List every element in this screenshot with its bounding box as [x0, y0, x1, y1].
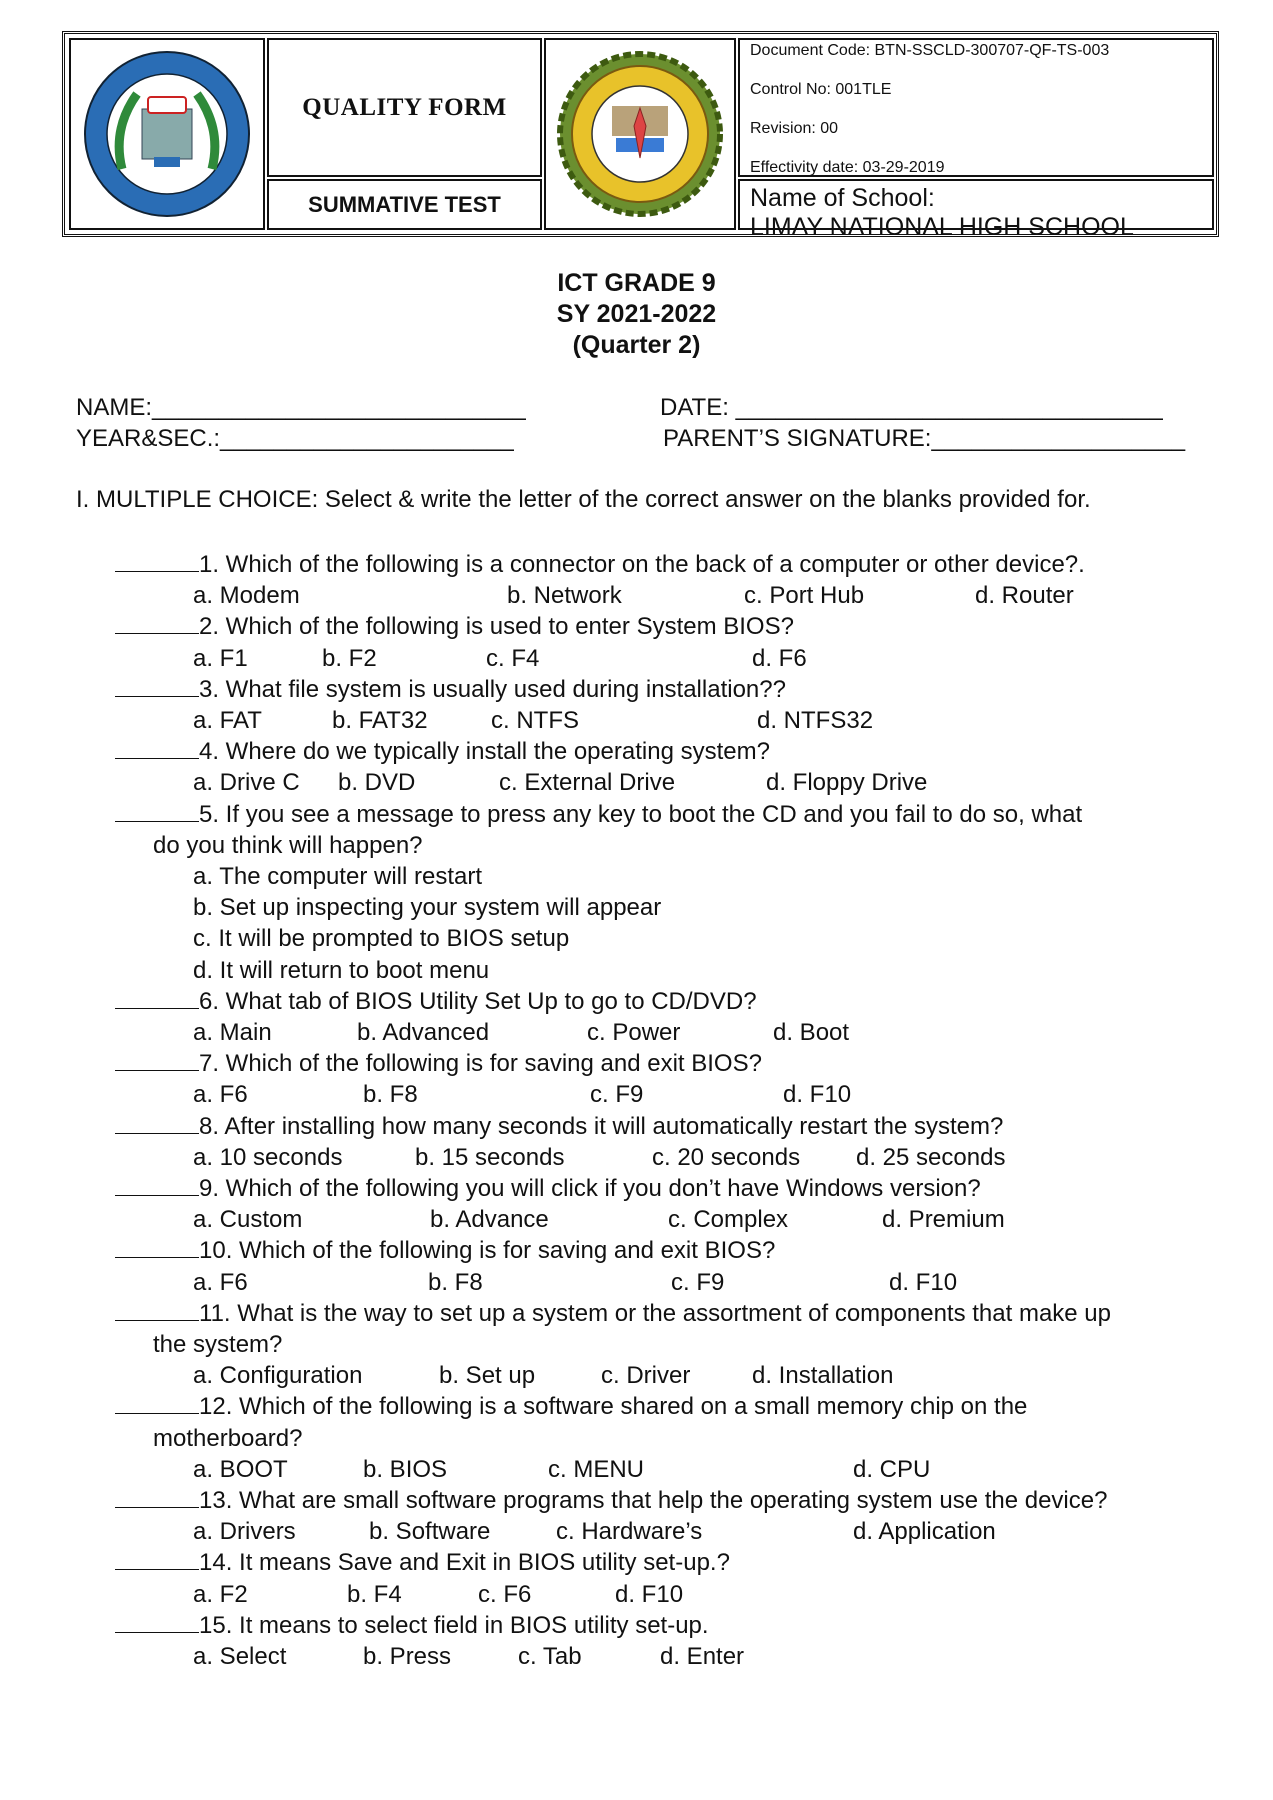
option-b: b. Advance: [430, 1206, 549, 1234]
question-13: [115, 1485, 1107, 1516]
question-6: [115, 986, 757, 1017]
option-d: d. NTFS32: [757, 707, 874, 734]
answer-blank[interactable]: [115, 1173, 199, 1196]
question-text: 14. It means Save and Exit in BIOS utility set-up.?: [199, 1549, 730, 1577]
option-a: a. Configuration: [193, 1362, 363, 1390]
question-10: [115, 1235, 775, 1266]
effectivity-date: Effectivity date: 03-29-2019: [750, 159, 945, 176]
answer-blank[interactable]: [115, 1391, 199, 1414]
option-b: b. Press: [363, 1643, 452, 1670]
test-title: [0, 268, 1273, 361]
answer-blank[interactable]: [115, 611, 199, 634]
option-c: c. Power: [587, 1019, 681, 1046]
option-d: d. F10: [615, 1580, 684, 1608]
answer-blank[interactable]: [115, 986, 199, 1009]
option-c: c. F9: [671, 1268, 725, 1296]
question-continuation: motherboard?: [153, 1424, 303, 1452]
parent-signature-field[interactable]: PARENT’S SIGNATURE:___________________: [663, 425, 1186, 452]
option-b: b. F8: [363, 1081, 418, 1109]
header-table: [62, 31, 1219, 241]
option-a: a. 10 seconds: [193, 1143, 343, 1171]
question-11: [115, 1298, 1111, 1329]
question-2: [115, 611, 794, 642]
question-text: 3. What file system is usually used during installation??: [199, 675, 786, 703]
option-a: a. F6: [193, 1081, 248, 1109]
question-text: 12. Which of the following is a software shared on a small memory chip on the: [199, 1393, 1028, 1421]
question-12: [115, 1391, 1027, 1422]
answer-blank[interactable]: [115, 549, 199, 572]
option-b: b. F2: [322, 644, 377, 672]
question-continuation: the system?: [153, 1331, 283, 1358]
option-a: a. FAT: [193, 707, 262, 734]
option-d: d. CPU: [853, 1455, 931, 1483]
answer-blank[interactable]: [115, 1048, 199, 1071]
option-c: c. F9: [590, 1081, 644, 1109]
option-c: c. MENU: [548, 1455, 644, 1483]
option-b: b. FAT32: [332, 707, 428, 734]
question-text: 1. Which of the following is a connector on the back of a computer or other device?.: [199, 551, 1085, 578]
option-c: c. Tab: [518, 1643, 582, 1670]
option-d: d. Application: [853, 1518, 996, 1546]
control-no: Control No: 001TLE: [750, 81, 892, 98]
option-d: d. 25 seconds: [856, 1143, 1006, 1171]
option-d: d. F10: [889, 1268, 958, 1296]
name-field[interactable]: NAME:____________________________: [76, 394, 526, 421]
question-3: [115, 674, 786, 705]
question-text: 2. Which of the following is used to enter System BIOS?: [199, 613, 794, 641]
question-15: [115, 1610, 709, 1641]
question-text: 6. What tab of BIOS Utility Set Up to go to CD/DVD?: [199, 987, 757, 1015]
option-a: a. The computer will restart: [193, 863, 482, 890]
deped-logo-cell: [69, 38, 265, 230]
option-b: b. DVD: [338, 769, 416, 797]
year-section-field[interactable]: YEAR&SEC.:______________________: [76, 425, 514, 452]
option-a: a. Main: [193, 1019, 272, 1046]
option-a: a. Modem: [193, 582, 300, 610]
option-b: b. BIOS: [363, 1455, 448, 1483]
option-b: b. Network: [507, 582, 622, 610]
option-a: a. F1: [193, 644, 248, 672]
question-7: [115, 1048, 762, 1079]
summative-test-label: SUMMATIVE TEST: [267, 179, 542, 230]
answer-blank[interactable]: [115, 674, 199, 697]
option-d: d. F6: [752, 644, 807, 672]
option-c: c. Hardware’s: [556, 1518, 703, 1546]
title-quarter: (Quarter 2): [572, 331, 701, 359]
school-label: Name of School:: [750, 184, 935, 212]
option-a: a. BOOT: [193, 1455, 288, 1483]
answer-blank[interactable]: [115, 1235, 199, 1258]
option-c: c. It will be prompted to BIOS setup: [193, 925, 570, 953]
school-name-cell: [738, 179, 1214, 241]
answer-blank[interactable]: [115, 1111, 199, 1134]
option-b: b. 15 seconds: [415, 1143, 565, 1171]
option-d: d. It will return to boot menu: [193, 956, 490, 984]
document-meta: [738, 38, 1214, 177]
option-c: c. External Drive: [499, 769, 676, 797]
option-c: c. F4: [486, 644, 540, 672]
option-d: d. Boot: [773, 1019, 850, 1046]
answer-blank[interactable]: [115, 1610, 199, 1633]
question-text: 4. Where do we typically install the operating system?: [199, 738, 770, 766]
option-b: b. F4: [347, 1580, 402, 1608]
question-9: [115, 1173, 981, 1204]
deped-seal-icon: [82, 49, 252, 219]
answer-blank[interactable]: [115, 1485, 199, 1508]
question-text: 7. Which of the following is for saving and exit BIOS?: [199, 1050, 762, 1078]
answer-blank[interactable]: [115, 736, 199, 759]
option-c: c. F6: [478, 1580, 532, 1608]
option-c: c. 20 seconds: [652, 1143, 801, 1171]
question-4: [115, 736, 770, 767]
option-b: b. F8: [428, 1268, 483, 1296]
option-b: b. Set up: [439, 1362, 536, 1390]
document-code: Document Code: BTN-SSCLD-300707-QF-TS-003: [750, 42, 1110, 59]
option-c: c. Port Hub: [744, 582, 865, 610]
title-subject: ICT GRADE 9: [557, 269, 716, 297]
question-text: 15. It means to select field in BIOS utility set-up.: [199, 1611, 709, 1639]
answer-blank[interactable]: [115, 1547, 199, 1570]
date-field[interactable]: DATE: ________________________________: [660, 394, 1163, 421]
option-d: d. Installation: [752, 1362, 894, 1390]
option-d: d. Premium: [882, 1206, 1005, 1234]
question-1: [115, 549, 1085, 580]
option-c: c. NTFS: [491, 707, 579, 734]
question-14: [115, 1547, 730, 1578]
option-d: d. Floppy Drive: [766, 769, 928, 797]
title-school-year: SY 2021-2022: [556, 300, 717, 328]
option-a: a. Drivers: [193, 1518, 296, 1546]
answer-blank[interactable]: [115, 1298, 199, 1321]
question-text: 5. If you see a message to press any key to boot the CD and you fail to do so, what: [199, 800, 1083, 828]
revision: Revision: 00: [750, 120, 839, 137]
option-a: a. Custom: [193, 1206, 303, 1234]
question-text: 13. What are small software programs that help the operating system use the device?: [199, 1487, 1108, 1514]
question-8: [115, 1111, 1003, 1142]
option-c: c. Complex: [668, 1206, 789, 1234]
answer-blank[interactable]: [115, 799, 199, 822]
quality-form-label: QUALITY FORM: [267, 38, 542, 177]
question-continuation: do you think will happen?: [153, 831, 423, 859]
option-d: d. F10: [783, 1081, 852, 1109]
question-5: [115, 799, 1082, 830]
question-text: 10. Which of the following is for saving and exit BIOS?: [199, 1237, 776, 1265]
option-b: b. Advanced: [357, 1019, 490, 1046]
option-c: c. Driver: [601, 1362, 691, 1390]
school-seal-icon: [554, 48, 726, 220]
option-a: a. Drive C: [193, 769, 300, 797]
option-d: d. Enter: [660, 1643, 745, 1670]
option-d: d. Router: [975, 582, 1074, 610]
section-instruction: I. MULTIPLE CHOICE: Select & write the letter of the correct answer on the blanks provided for.: [76, 486, 1091, 513]
question-text: 8. After installing how many seconds it will automatically restart the system?: [199, 1112, 1004, 1140]
question-text: 9. Which of the following you will click if you don’t have Windows version?: [199, 1175, 981, 1202]
school-logo-cell: [544, 38, 736, 230]
option-a: a. Select: [193, 1643, 287, 1670]
option-a: a. F6: [193, 1268, 248, 1296]
school-name: LIMAY NATIONAL HIGH SCHOOL: [750, 213, 1134, 241]
option-a: a. F2: [193, 1580, 248, 1608]
question-text: 11. What is the way to set up a system or the assortment of components that make up: [199, 1299, 1111, 1327]
option-b: b. Software: [369, 1518, 491, 1546]
option-b: b. Set up inspecting your system will appear: [193, 894, 662, 922]
